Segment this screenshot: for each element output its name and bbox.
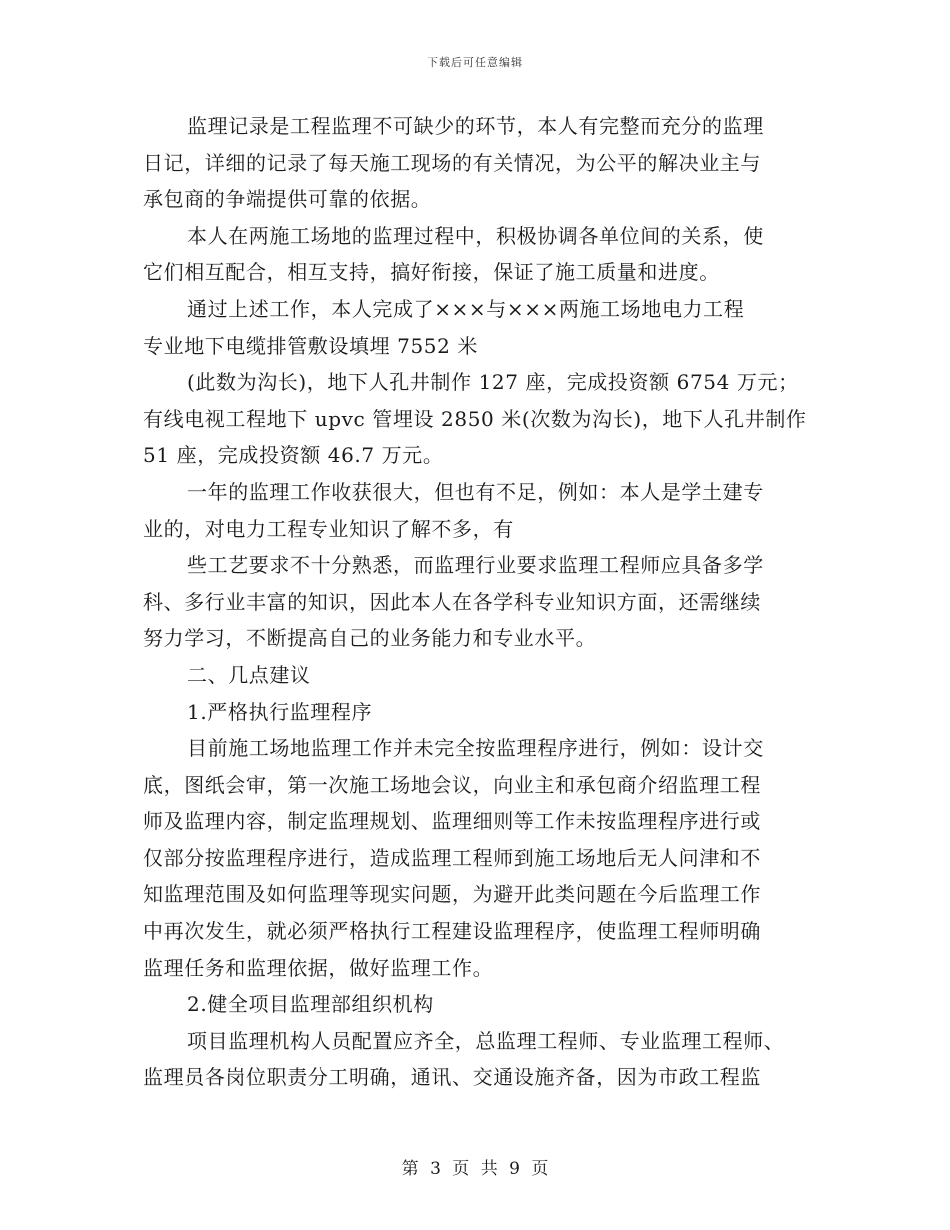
text-line: 科、多行业丰富的知识，因此本人在各学科专业知识方面，还需继续 — [143, 589, 761, 614]
text-line: 有线电视工程地下 upvc 管埋设 2850 米(次数为沟长)，地下人孔井制作 — [143, 406, 807, 431]
subsection-heading: 2.健全项目监理部组织机构 — [187, 992, 434, 1017]
text-line: 底，图纸会审，第一次施工场地会议，向业主和承包商介绍监理工程 — [143, 772, 761, 797]
text-line: 目前施工场地监理工作并未完全按监理程序进行，例如：设计交 — [187, 736, 764, 761]
text-line: 业的，对电力工程专业知识了解不多，有 — [143, 516, 514, 541]
text-line: 项目监理机构人员配置应齐全，总监理工程师、专业监理工程师、 — [187, 1028, 785, 1053]
text-line: 中再次发生，就必须严格执行工程建设监理程序，使监理工程师明确 — [143, 919, 761, 944]
page-number-footer: 第 3 页 共 9 页 — [401, 1159, 549, 1179]
section-heading: 二、几点建议 — [187, 662, 311, 687]
text-line: 努力学习，不断提高自己的业务能力和专业水平。 — [143, 626, 597, 651]
text-line: 仅部分按监理程序进行，造成监理工程师到施工场地后无人问津和不 — [143, 845, 761, 870]
text-line: 日记，详细的记录了每天施工现场的有关情况，为公平的解决业主与 — [143, 150, 761, 175]
text-line: 承包商的争端提供可靠的依据。 — [143, 187, 432, 212]
text-line: 监理任务和监理依据，做好监理工作。 — [143, 955, 494, 980]
text-line: 本人在两施工场地的监理过程中，积极协调各单位间的关系，使 — [187, 223, 764, 248]
text-line: 监理记录是工程监理不可缺少的环节，本人有完整而充分的监理 — [187, 114, 764, 138]
text-line: 师及监理内容，制定监理规划、监理细则等工作未按监理程序进行或 — [143, 809, 761, 834]
subsection-heading: 1.严格执行监理程序 — [187, 699, 373, 724]
text-line: 些工艺要求不十分熟悉，而监理行业要求监理工程师应具备多学 — [187, 553, 764, 578]
text-line: 它们相互配合，相互支持，搞好衔接，保证了施工质量和进度。 — [143, 260, 720, 285]
text-line: (此数为沟长)，地下人孔井制作 127 座，完成投资额 6754 万元； — [187, 370, 799, 395]
text-line: 知监理范围及如何监理等现实问题，为避开此类问题在今后监理工作 — [143, 882, 761, 907]
document-body — [143, 108, 809, 1096]
page-header: 下载后可任意编辑 — [427, 56, 523, 69]
text-line: 通过上述工作，本人完成了×××与×××两施工场地电力工程 — [187, 296, 745, 321]
text-line: 监理员各岗位职责分工明确，通讯、交通设施齐备，因为市政工程监 — [143, 1065, 761, 1090]
text-line: 专业地下电缆排管敷设填埋 7552 米 — [143, 333, 479, 358]
text-line: 51 座，完成投资额 46.7 万元。 — [143, 443, 444, 468]
text-line: 一年的监理工作收获很大，但也有不足，例如：本人是学土建专 — [187, 479, 764, 504]
